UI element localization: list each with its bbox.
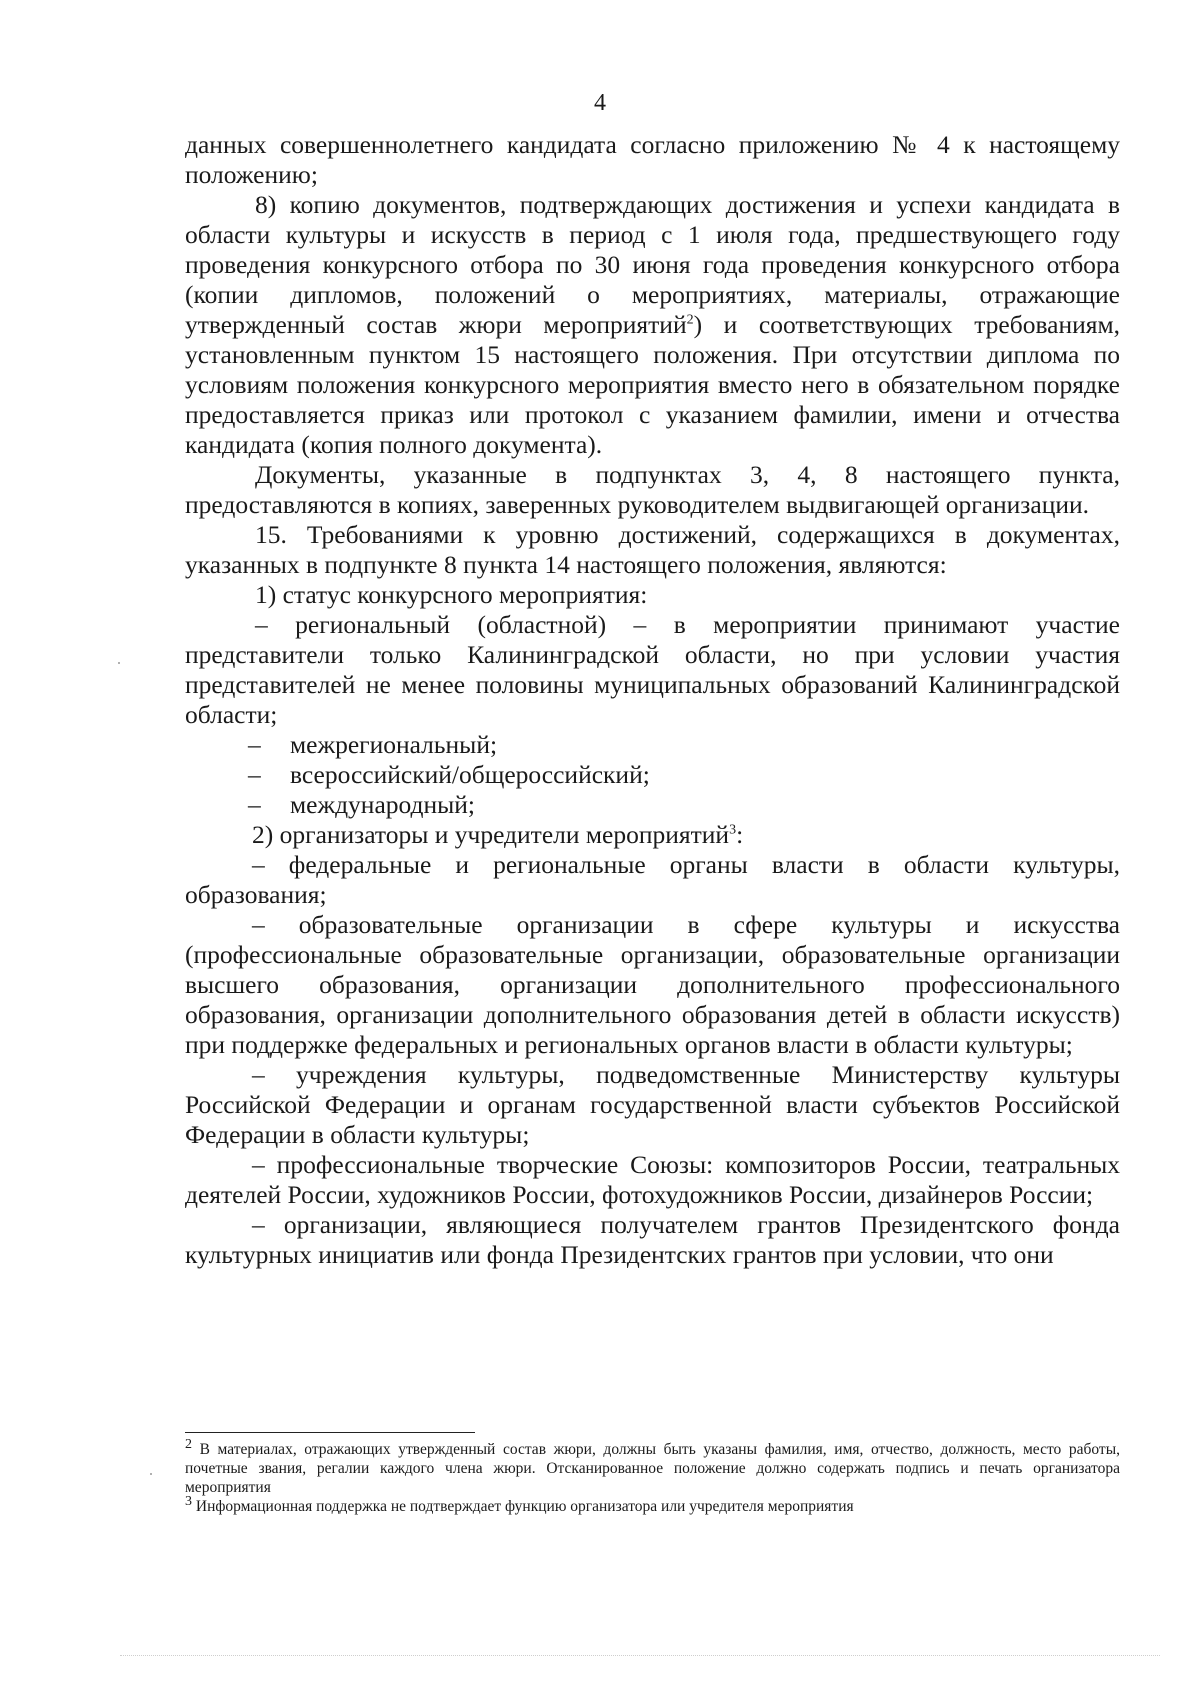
- footnote-3: [185, 1493, 1120, 1516]
- paragraph-item-8-text-cont: ) и соответствующих требованиям, установленным пунктом 15 настоящего положения. При отсутствии диплома по условиям положения конкурсного мероприятия вместо него в обязательном порядке предоставляется приказ или протокол с указанием фамилии, имени и отчества кандидата (копия полного документа).: [185, 310, 1120, 459]
- paragraph-creative-unions: – профессиональные творческие Союзы: композиторов России, театральных деятелей России, художников России, фотохудожников России, дизайнеров России;: [185, 1150, 1120, 1209]
- list-dash: –: [248, 760, 261, 789]
- paragraph-item-8-text: 8) копию документов, подтверждающих достижения и успехи кандидата в области культуры и искусств в период с 1 июля года, предшествующего году проведения конкурсного отбора по 30 июня года проведения конкурсного отбора (копии дипломов, положений о мероприятиях, материалы, отражающие утвержденный состав жюри мероприятий: [185, 190, 1120, 339]
- paragraph-item-8: [185, 190, 1120, 460]
- paragraph-grant-recipients: – организации, являющиеся получателем грантов Президентского фонда культурных инициатив или фонда Президентских грантов при условии, что они: [185, 1210, 1120, 1269]
- paragraph-continuation: данных совершеннолетнего кандидата согласно приложению № 4 к настоящему положению;: [185, 130, 1120, 189]
- list-item-label: межрегиональный;: [290, 730, 498, 759]
- list-dash: –: [248, 730, 261, 759]
- list-item-all-russian: [185, 760, 1120, 790]
- organizers-heading-colon: :: [736, 820, 744, 849]
- paragraph-federal-authorities: – федеральные и региональные органы власти в области культуры, образования;: [185, 850, 1120, 909]
- paragraph-culture-institutions: – учреждения культуры, подведомственные Министерству культуры Российской Федерации и органам государственной власти субъектов Российской Федерации в области культуры;: [185, 1060, 1120, 1149]
- list-item-label: международный;: [290, 790, 476, 819]
- paragraph-organizers-heading: [185, 820, 1120, 850]
- footnote-ref-3: 3: [729, 822, 737, 838]
- footnote-ref-2: 2: [686, 312, 694, 328]
- page-number: 4: [594, 90, 606, 116]
- paragraph-documents-copies: Документы, указанные в подпунктах 3, 4, 8 настоящего пункта, предоставляются в копиях, заверенных руководителем выдвигающей организации.: [185, 460, 1120, 519]
- scan-edge-artifact: [120, 1655, 1160, 1656]
- paragraph-regional: – региональный (областной) – в мероприятии принимают участие представители только Калининградской области, но при условии участия представителей не менее половины муниципальных образований Калининградской области;: [185, 610, 1120, 729]
- footnotes: [185, 1436, 1120, 1516]
- footnote-2: [185, 1436, 1120, 1497]
- footnote-mark-2: 2: [185, 1436, 192, 1452]
- paragraph-section-15: 15. Требованиями к уровню достижений, содержащихся в документах, указанных в подпункте 8 пункта 14 настоящего положения, являются:: [185, 520, 1120, 579]
- paragraph-educational-orgs: – образовательные организации в сфере культуры и искусства (профессиональные образовательные организации, образовательные организации высшего образования, организации дополнительного профессионального образования, организации дополнительного образования детей в области искусств) при поддержке федеральных и региональных органов власти в области культуры;: [185, 910, 1120, 1059]
- list-dash: –: [248, 790, 261, 819]
- list-item-interregional: [185, 730, 1120, 760]
- list-item-international: [185, 790, 1120, 820]
- list-item-label: всероссийский/общероссийский;: [290, 760, 650, 789]
- document-body: [185, 130, 1120, 1270]
- footnote-mark-3: 3: [185, 1493, 192, 1509]
- footnote-2-text: В материалах, отражающих утвержденный состав жюри, должны быть указаны фамилия, имя, отчество, должность, место работы, почетные звания, регалии каждого члена жюри. Отсканированное положение должно содержать подпись и печать организатора мероприятия: [185, 1441, 1120, 1496]
- paragraph-status-heading: 1) статус конкурсного мероприятия:: [255, 580, 648, 609]
- organizers-heading-text: 2) организаторы и учредители мероприятий: [252, 820, 730, 849]
- footnote-separator: [185, 1432, 475, 1433]
- footnote-3-text: Информационная поддержка не подтверждает функцию организатора или учредителя мероприятия: [192, 1498, 854, 1515]
- scan-speck: [150, 1473, 152, 1475]
- scan-speck: [118, 662, 120, 664]
